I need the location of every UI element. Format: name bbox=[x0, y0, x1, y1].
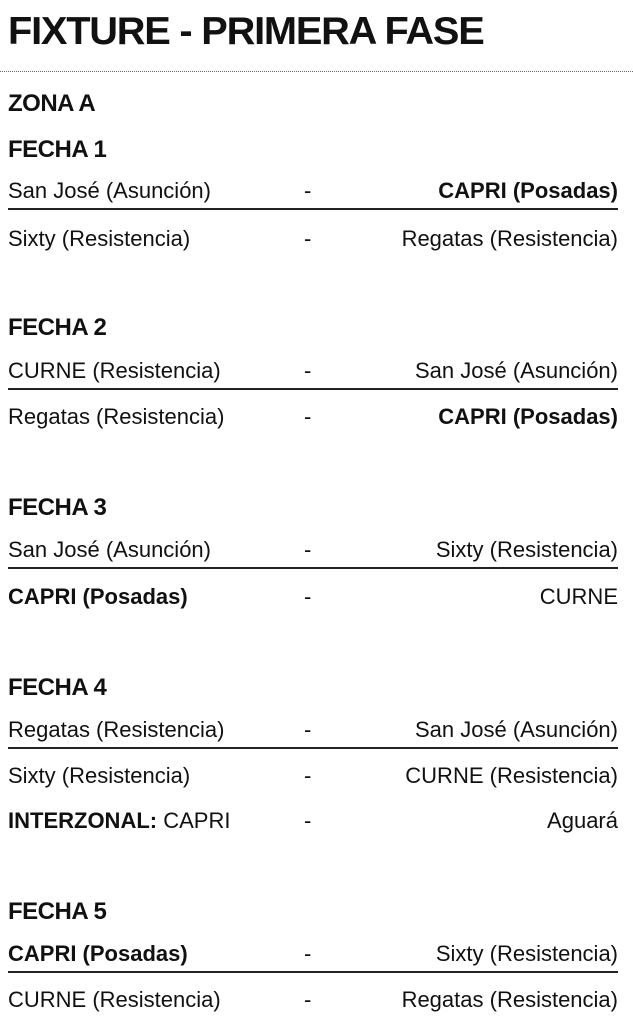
page-title: FIXTURE - PRIMERA FASE bbox=[8, 10, 484, 53]
match-row bbox=[8, 713, 618, 749]
match-home-team: CURNE (Resistencia) bbox=[8, 987, 221, 1012]
fecha-2-heading: FECHA 2 bbox=[8, 314, 107, 341]
match-away-team: CAPRI (Posadas) bbox=[438, 404, 618, 429]
title-divider bbox=[0, 71, 633, 72]
match-row bbox=[8, 400, 618, 434]
fecha-1-heading: FECHA 1 bbox=[8, 136, 107, 163]
match-separator: - bbox=[304, 537, 312, 562]
match-row bbox=[8, 937, 618, 973]
fecha-5-heading: FECHA 5 bbox=[8, 898, 107, 925]
match-separator: - bbox=[304, 987, 312, 1012]
fecha-4-heading: FECHA 4 bbox=[8, 674, 107, 701]
match-separator: - bbox=[304, 358, 312, 383]
match-separator: - bbox=[304, 941, 312, 966]
match-away-team: Regatas (Resistencia) bbox=[401, 226, 618, 251]
fecha-3-heading: FECHA 3 bbox=[8, 494, 107, 521]
match-row bbox=[8, 983, 618, 1017]
match-home-team: Sixty (Resistencia) bbox=[8, 226, 191, 251]
match-separator: - bbox=[304, 178, 312, 203]
match-separator: - bbox=[304, 717, 312, 742]
match-row bbox=[8, 759, 618, 793]
match-separator: - bbox=[304, 226, 312, 251]
match-away-team: CAPRI (Posadas) bbox=[438, 178, 618, 203]
match-separator: - bbox=[304, 763, 312, 788]
interzonal-team: CAPRI bbox=[163, 808, 231, 833]
match-away-team: Sixty (Resistencia) bbox=[435, 941, 618, 966]
match-away-team: Aguará bbox=[547, 808, 618, 833]
match-home-team: San José (Asunción) bbox=[8, 178, 211, 203]
match-home-team bbox=[8, 804, 230, 838]
match-separator: - bbox=[304, 584, 312, 609]
match-home-team: CURNE (Resistencia) bbox=[8, 358, 221, 383]
match-separator: - bbox=[304, 404, 312, 429]
match-away-team: Regatas (Resistencia) bbox=[401, 987, 618, 1012]
match-away-team: CURNE (Resistencia) bbox=[405, 763, 618, 788]
match-row bbox=[8, 174, 618, 210]
match-row bbox=[8, 533, 618, 569]
match-away-team: San José (Asunción) bbox=[415, 717, 618, 742]
match-home-team: CAPRI (Posadas) bbox=[8, 584, 188, 609]
match-row bbox=[8, 804, 618, 838]
match-row bbox=[8, 580, 618, 614]
match-home-team: Regatas (Resistencia) bbox=[8, 404, 225, 429]
match-row bbox=[8, 354, 618, 390]
match-home-team: Sixty (Resistencia) bbox=[8, 763, 191, 788]
match-home-team: CAPRI (Posadas) bbox=[8, 941, 188, 966]
match-away-team: CURNE bbox=[539, 584, 618, 609]
match-separator: - bbox=[304, 808, 312, 833]
match-home-team: San José (Asunción) bbox=[8, 537, 211, 562]
interzonal-label: INTERZONAL: bbox=[8, 808, 158, 833]
match-away-team: Sixty (Resistencia) bbox=[435, 537, 618, 562]
match-row bbox=[8, 222, 618, 256]
match-home-team: Regatas (Resistencia) bbox=[8, 717, 225, 742]
match-away-team: San José (Asunción) bbox=[415, 358, 618, 383]
zone-heading: ZONA A bbox=[8, 90, 96, 117]
